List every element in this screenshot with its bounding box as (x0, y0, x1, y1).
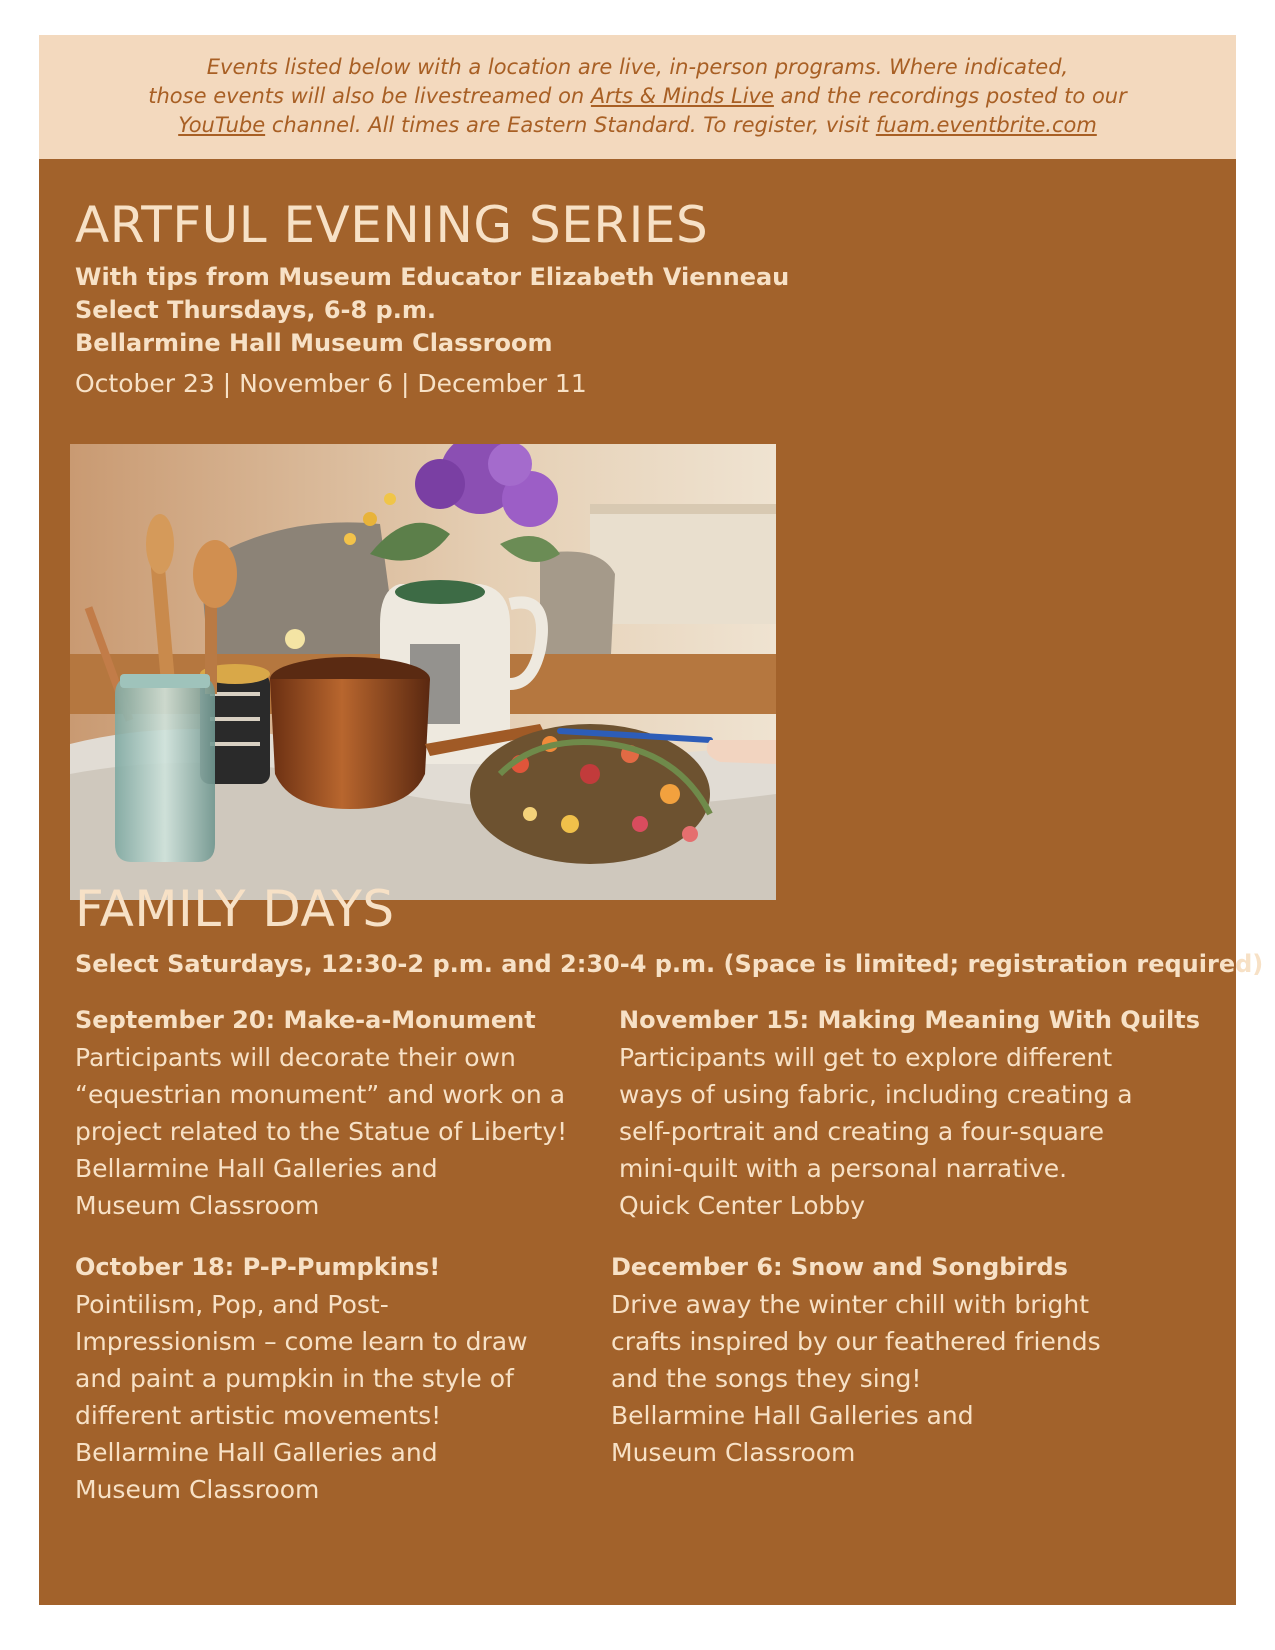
event-location: Bellarmine Hall Galleries and (75, 1438, 438, 1467)
event-line: different artistic movements! (75, 1401, 442, 1430)
event-location: Bellarmine Hall Galleries and (75, 1154, 438, 1183)
event-location: Museum Classroom (611, 1438, 856, 1467)
event-line: self-portrait and creating a four-square (619, 1117, 1104, 1146)
events-panel (39, 159, 1264, 1605)
info-banner (39, 35, 1236, 159)
banner-line-2 (39, 82, 1236, 111)
banner-text: channel. All times are Eastern Standard. To register, visit (265, 113, 876, 137)
event-line: Participants will get to explore different (619, 1043, 1113, 1072)
event-title: December 6: Snow and Songbirds (611, 1253, 1068, 1281)
family-days-schedule: Select Saturdays, 12:30-2 p.m. and 2:30-4 p.m. (Space is limited; registration required) (75, 950, 1264, 978)
event-location: Museum Classroom (75, 1191, 320, 1220)
artful-tips: With tips from Museum Educator Elizabeth Vienneau (75, 263, 790, 291)
event-location: Quick Center Lobby (619, 1191, 866, 1220)
family-days-title: FAMILY DAYS (75, 880, 395, 938)
artful-location: Bellarmine Hall Museum Classroom (75, 329, 553, 357)
event-line: mini-quilt with a personal narrative. (619, 1154, 1068, 1183)
flyer-page (39, 35, 1264, 1605)
event-p-p-pumpkins (75, 1249, 528, 1508)
event-line: ways of using fabric, including creating a (619, 1080, 1133, 1109)
event-location: Museum Classroom (75, 1475, 320, 1504)
event-line: Drive away the winter chill with bright (611, 1290, 1090, 1319)
eventbrite-link[interactable]: fuam.eventbrite.com (875, 113, 1097, 137)
event-line: and the songs they sing! (611, 1364, 922, 1393)
event-make-a-monument (75, 1002, 567, 1224)
event-location: Bellarmine Hall Galleries and (611, 1401, 974, 1430)
banner-text: those events will also be livestreamed on (148, 84, 591, 108)
banner-text: and the recordings posted to our (773, 84, 1127, 108)
event-title: October 18: P-P-Pumpkins! (75, 1253, 441, 1281)
event-line: crafts inspired by our feathered friends (611, 1327, 1101, 1356)
event-line: Pointilism, Pop, and Post- (75, 1290, 389, 1319)
still-life-photo (70, 444, 776, 900)
banner-line-1: Events listed below with a location are live, in-person programs. Where indicated, (206, 55, 1069, 79)
artful-evening-title: ARTFUL EVENING SERIES (75, 196, 709, 254)
banner-line-3 (39, 111, 1236, 140)
artful-schedule: Select Thursdays, 6-8 p.m. (75, 296, 436, 324)
artful-dates: October 23 | November 6 | December 11 (75, 369, 587, 398)
youtube-link[interactable]: YouTube (178, 113, 266, 137)
event-line: “equestrian monument” and work on a (75, 1080, 566, 1109)
event-title: November 15: Making Meaning With Quilts (619, 1006, 1200, 1034)
event-title: September 20: Make-a-Monument (75, 1006, 536, 1034)
event-line: Participants will decorate their own (75, 1043, 516, 1072)
event-making-meaning-quilts (619, 1002, 1200, 1224)
event-line: and paint a pumpkin in the style of (75, 1364, 514, 1393)
event-snow-and-songbirds (611, 1249, 1101, 1471)
event-line: project related to the Statue of Liberty! (75, 1117, 568, 1146)
arts-minds-live-link[interactable]: Arts & Minds Live (590, 84, 774, 108)
event-line: Impressionism – come learn to draw (75, 1327, 528, 1356)
